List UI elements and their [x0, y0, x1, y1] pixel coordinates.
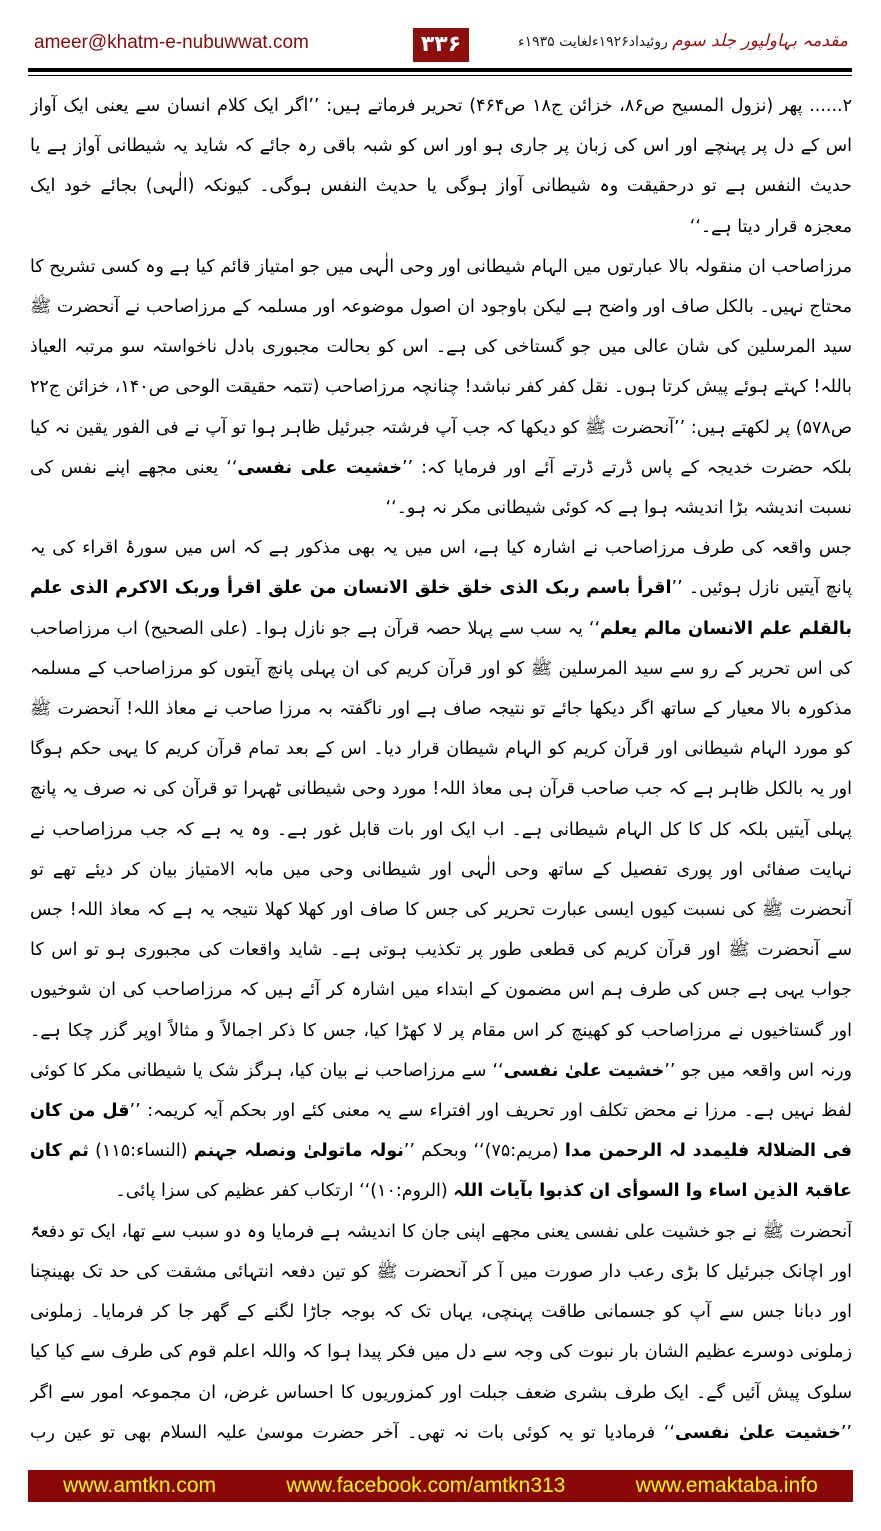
page-number: ۳۳۶: [413, 28, 469, 62]
paragraph-text: مرزاصاحب ان منقولہ بالا عبارتوں میں الہام شیطانی اور وحی الٰہی میں جو امتیاز قائم کیا ہے وہ کسی تشریح کا محتاج نہیں۔ بالکل صاف اور واضح ہے لیکن باوجود ان اصول موضوعہ اور مسلمہ کے مرزاصاحب نے آنحضرت ﷺ سید المرسلین کی شان عالی میں جو گستاخی کی ہے۔ اس کو بحالت مجبوری بادل ناخواستہ سو مرتبہ العیاذ باللہ! کہتے ہوئے پیش کرتا ہوں۔ نقل کفر کفر نباشد! چنانچہ مرزاصاحب (تتمہ حقیقت الوحی ص۱۴۰، خزائن ج۲۲ ص۵۷۸) پر لکھتے ہیں: ’’آنحضرت ﷺ کو دیکھا کہ جب آپ فرشتہ جبرئیل ظاہر ہوا تو آپ نے فی الفور یقین نہ کیا بلکہ حضرت خدیجہ کے پاس ڈرتے ڈرتے آئے اور فرمایا کہ: ’’: [30, 256, 852, 478]
quoted-text: اقرأ باسم ربک الذی خلق خلق الانسان من علق اقرأ وربک الاکرم الذی علم بالقلم علم الانسان مالم یعلم: [30, 578, 852, 639]
header-subtitle: روئیداد۱۹۲۶ءلغایت ۱۹۳۵ء: [518, 34, 668, 50]
paragraph-text: ‘‘ یہ سب سے پہلا حصہ قرآن ہے جو نازل ہوا۔ (علی الصحیح) اب مرزاصاحب کی اس تحریر کے رو سے سید المرسلین ﷺ کو اور قرآن کریم کی ان پہلی پانچ آیتوں کو مرزاصاحب کے مسلمہ مذکورہ بالا معیار کے ساتھ اگر دیکھا جائے تو نتیجہ صاف ہے اور ناگفتہ بہ مرزا صاحب نے معاذ اللہ! آنحضرت ﷺ کو مورد الہام شیطانی اور قرآن کریم کو الہام شیطان قرار دیا۔ اس کے بعد تمام قرآن کریم کا یہی حکم ہوگا اور یہ بالکل ظاہر ہے کہ جب صاحب قرآن ہی معاذ اللہ! مورد وحی شیطانی ٹھہرا تو قرآن کی نہ صرف یہ پانچ پہلی آیتیں بلکہ کل کا کل الہام شیطانی ہے۔ اب ایک اور بات قابل غور ہے۔ وہ یہ ہے کہ جب مرزاصاحب نے نہایت صفائی اور پوری تفصیل کے ساتھ وحی الٰہی اور شیطانی وحی میں مابہ الامتیاز بیان کر دیئے تھے تو آنحضرت ﷺ کی نسبت کیوں ایسی عبارت تحریر کی جس کا صاف اور کھلا کھلا نتیجہ یہ ہے کہ معاذ اللہ! جس سے آنحضرت ﷺ اور قرآن کریم کی قطعی طور پر تکذیب ہوتی ہے۔ شاید واقعات کی مجبوری ہو تو اس کا جواب یہی ہے جس کی طرف ہم اس مضمون کے ابتداء میں اشارہ کر آئے ہیں کہ مرزاصاحب کی ان شوخیوں اور گستاخیوں نے مرزاصاحب کو کھینچ کر اس مقام پر لا کھڑا کیا، جس کا ذکر اجمالاً و مثالاً اوپر گزر چکا ہے۔ ورنہ اس واقعہ میں جو ’’: [30, 618, 852, 1081]
page-header: [28, 22, 852, 66]
paragraph-text: ‘‘ فرمادیا تو یہ کوئی بات نہ تھی۔ آخر حضرت موسیٰ علیہ السلام بھی تو عین رب: [30, 1422, 675, 1443]
header-rule-thin: [28, 75, 852, 76]
paragraph: [30, 528, 852, 1211]
paragraph-text: ‘‘ سے مرزاصاحب نے بیان کیا، ہرگز شک یا شیطانی مکر کا کوئی لفظ نہیں ہے۔ مرزا نے محض تکلف اور تحریف اور افتراء سے یہ معنی کئے اور بحکم آیہ کریمہ: ’’: [30, 1060, 852, 1122]
page-body: [30, 86, 852, 1458]
paragraph-text: ۲...... پھر (نزول المسیح ص۸۶، خزائن ج۱۸ ص۴۶۴) تحریر فرماتے ہیں: ’’اگر ایک کلام انسان سے یعنی ایک آواز اس کے دل پر پہنچے اور اس کی زبان پر جاری ہو اور اس کو شبہ باقی رہ جائے کہ شاید یہ شیطانی آواز ہے یا حدیث النفس ہے تو درحقیقت وہ شیطانی آواز ہوگی یا حدیث النفس ہوگی۔ کیونکہ (الٰہی) بجائے خود ایک معجزہ قرار دیتا ہے۔‘‘: [30, 96, 852, 237]
paragraph: [30, 247, 852, 528]
book-title: مقدمہ بہاولپور جلد سوم: [672, 31, 848, 51]
paragraph-text: ‘‘ یعنی مجھے اپنے نفس کی نسبت اندیشہ بڑا اندیشہ ہوا ہے کہ کوئی شیطانی مکر نہ ہو۔‘‘: [30, 457, 852, 519]
footer-bar: [28, 1470, 853, 1502]
paragraph: [30, 1212, 852, 1458]
quoted-text: خشیت علی نفسی: [237, 457, 402, 478]
quoted-text: قل من کان فی الضلالۃ فلیمدد لہ الرحمن مدا: [30, 1101, 852, 1162]
paragraph-text: (النساء:۱۱۵): [88, 1141, 194, 1162]
paragraph: [30, 86, 852, 247]
quoted-text: خشیت علیٰ نفسی: [674, 1422, 841, 1443]
paragraph-text: (الروم:۱۰)‘‘ ارتکاب کفر عظیم کی سزا پائی۔: [115, 1181, 454, 1202]
header-rule-thick: [28, 68, 852, 72]
header-email[interactable]: ameer@khatm-e-nubuwwat.com: [34, 32, 309, 53]
footer-link-facebook[interactable]: www.facebook.com/amtkn313: [286, 1474, 566, 1497]
quoted-text: نولہ ماتولیٰ ونصلہ جہنم: [193, 1141, 404, 1162]
footer-link-amtkn[interactable]: www.amtkn.com: [63, 1474, 217, 1497]
paragraph-text: (مریم:۷۵)‘‘ وبحکم ’’: [403, 1141, 565, 1162]
quoted-text: ثم کان عاقبۃ الذین اساء وا السوأی ان کذبوا بآیات اللہ: [30, 1141, 852, 1202]
quoted-text: خشیت علیٰ نفسی: [503, 1060, 665, 1081]
paragraph-text: آنحضرت ﷺ نے جو خشیت علی نفسی یعنی مجھے اپنی جان کا اندیشہ ہے فرمایا وہ دو سبب سے تھا، ایک تو دفعۃً اور اچانک جبرئیل کا بڑی رعب دار صورت میں آ کر آنحضرت ﷺ کو تین دفعہ انتہائی مشقت کی حد تک بھینچنا اور دبانا جس سے آپ کو جسمانی طاقت پہنچی، یہاں تک کہ بوجہ جاڑا لگنے کے گھر جا کر فرمایا۔ زملونی زملونی دوسرے عظیم الشان بار نبوت کی وجہ سے دل میں فکر پیدا ہوا کہ واللہ اعلم قوم کی طرف سے کیا کیا سلوک پیش آئیں گے۔ ایک طرف بشری ضعف جبلت اور کمزوریوں کا احساس غرض، ان مجموعہ امور سے اگر ’’: [30, 1221, 852, 1443]
paragraph-text: جس واقعہ کی طرف مرزاصاحب نے اشارہ کیا ہے، اس میں یہ بھی مذکور ہے کہ اس میں سورۂ اقراء کی یہ پانچ آیتیں نازل ہوئیں۔ ’’: [30, 538, 852, 599]
footer-link-emaktaba[interactable]: www.emaktaba.info: [635, 1474, 818, 1497]
